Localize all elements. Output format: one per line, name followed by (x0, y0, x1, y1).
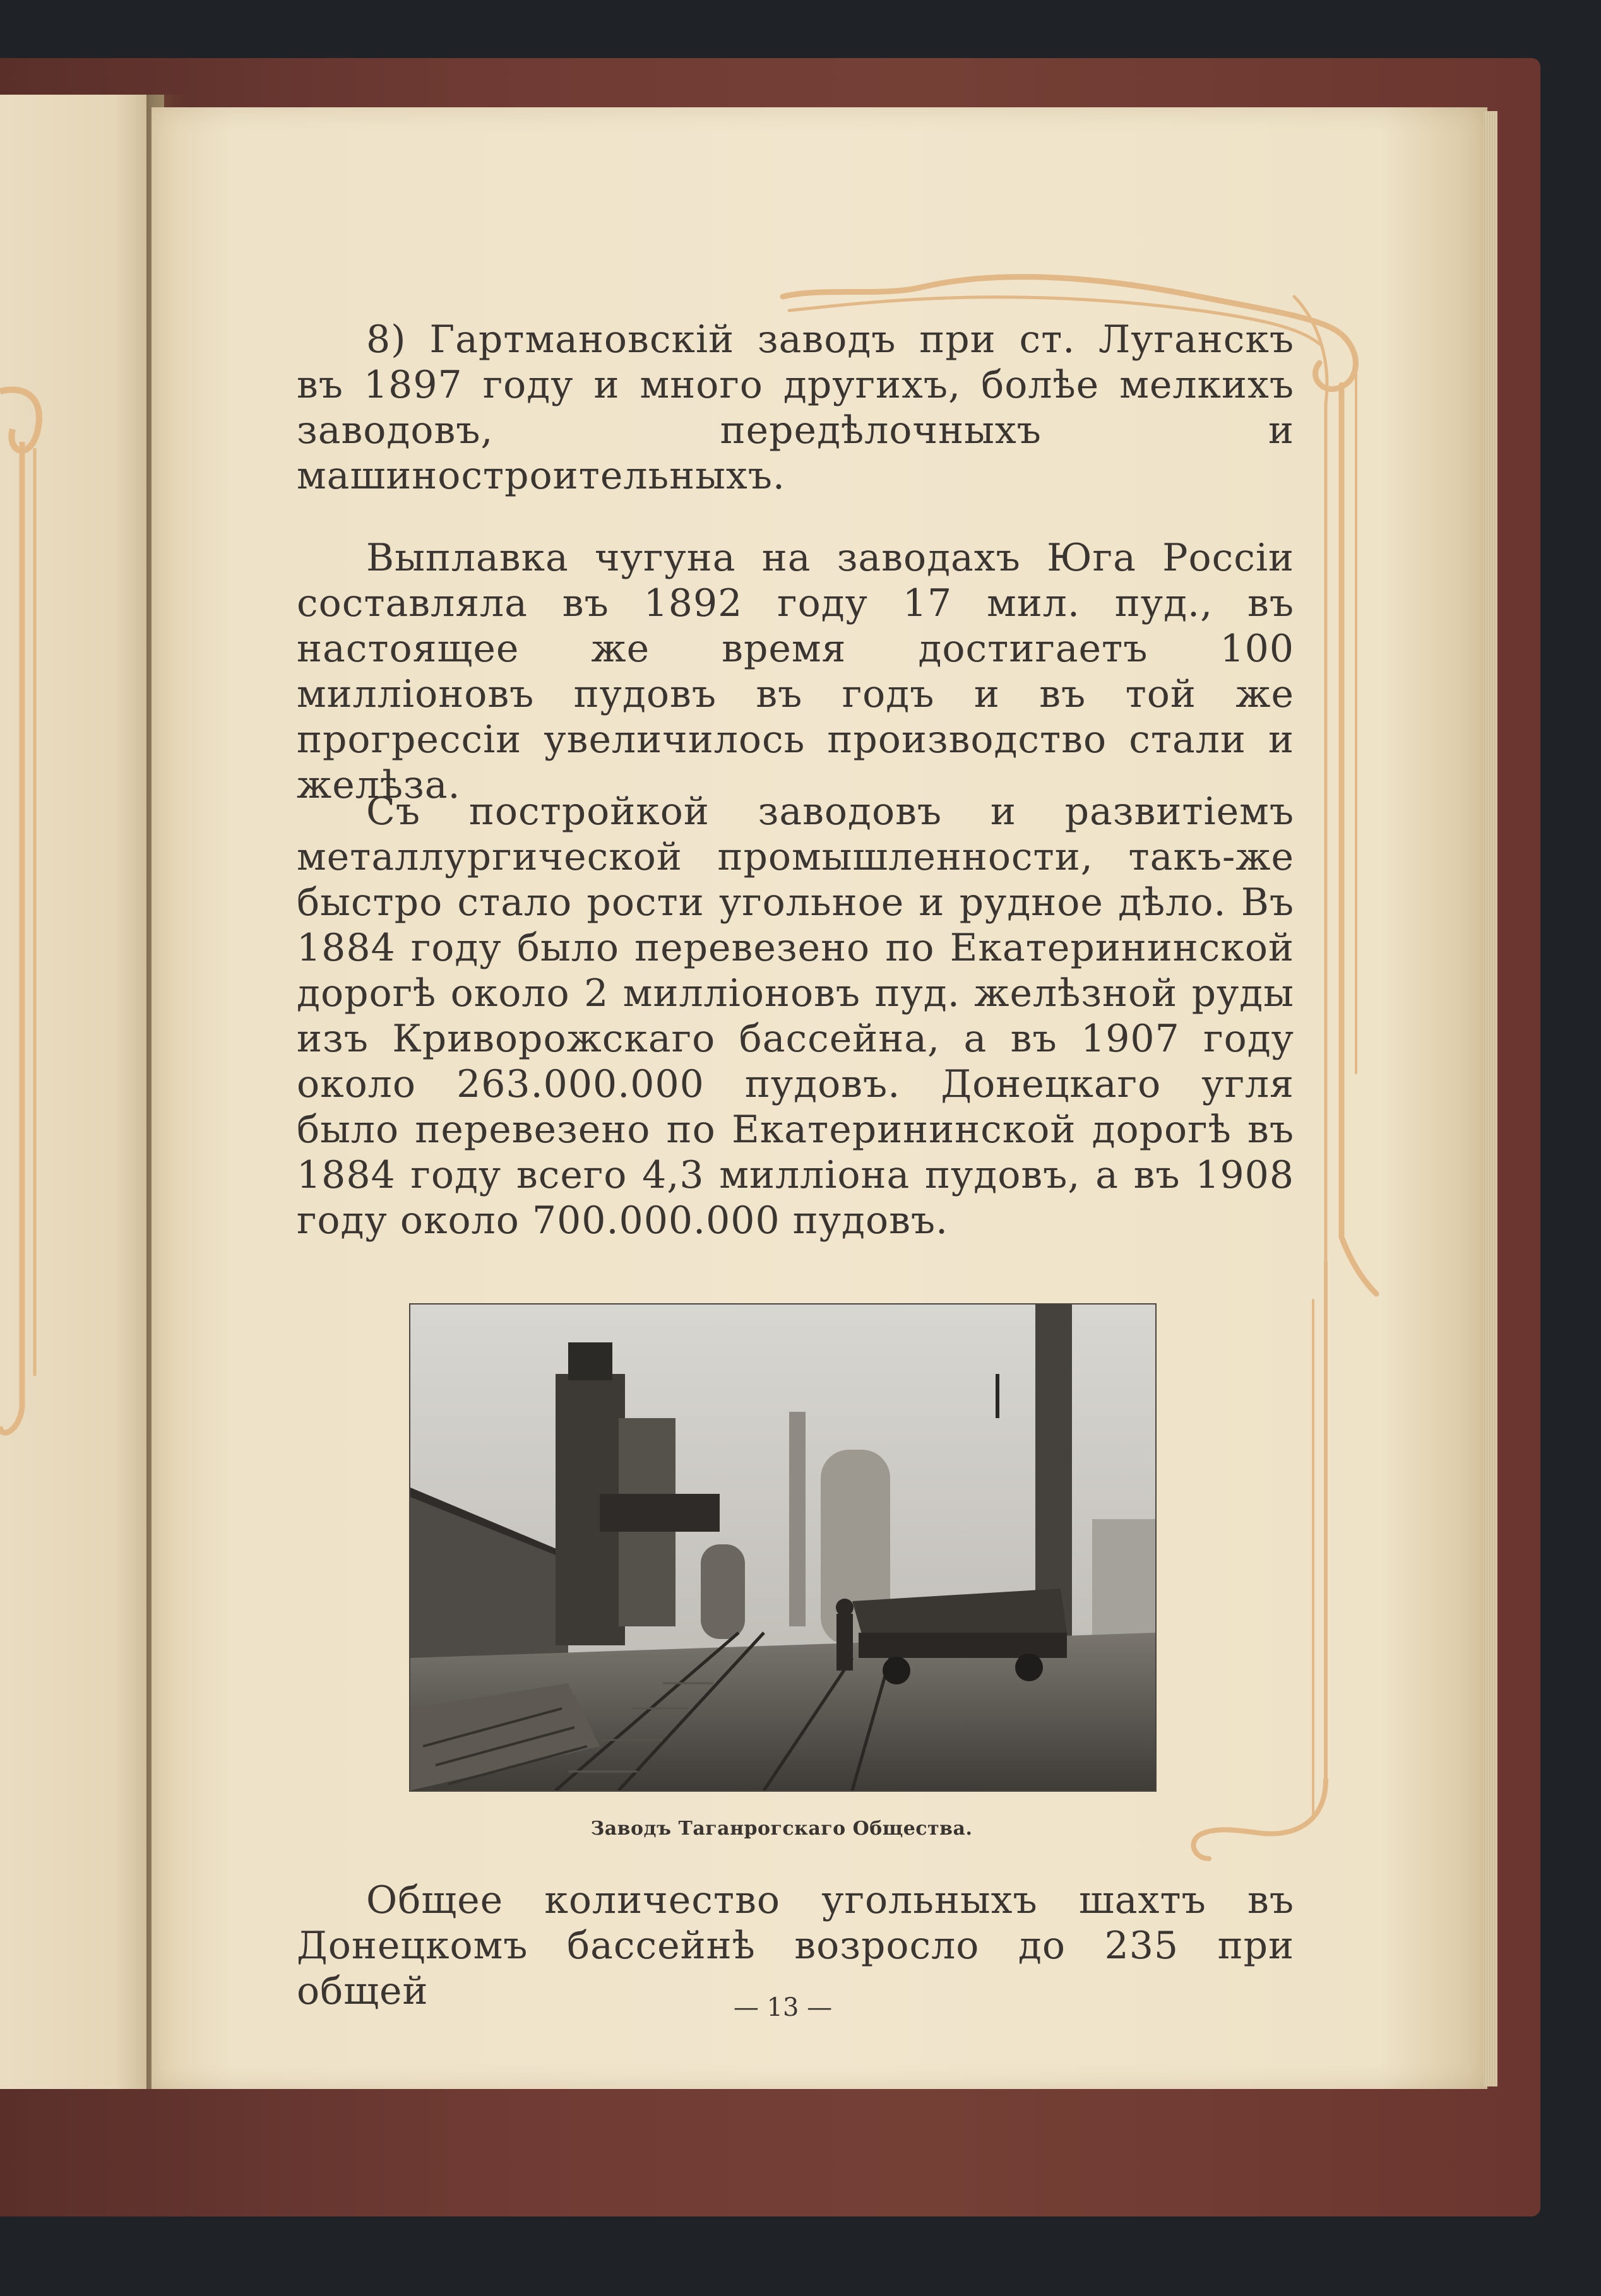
paragraph-4-text: Общее количество угольныхъ шахтъ въ Донецкомъ бассейнѣ возросло до 235 при общей (297, 1878, 1294, 2013)
left-page-ornament (0, 366, 76, 1439)
paragraph-3 (297, 789, 1294, 1243)
factory-photo-illustration (410, 1305, 1155, 1790)
page-edges (1484, 111, 1497, 2086)
photo-caption: Заводъ Таганрогскаго Общества. (590, 1818, 973, 1840)
paragraph-2 (297, 535, 1294, 808)
left-page-edge (0, 95, 164, 2089)
paragraph-1 (297, 317, 1294, 499)
paragraph-2-text: Выплавка чугуна на заводахъ Юга Россіи составляла въ 1892 году 17 мил. пуд., въ настоящее же время достигаетъ 100 милліоновъ пудовъ въ годъ и въ той же прогрессіи увеличилось производство стали и желѣза. (297, 536, 1294, 807)
paragraph-3-text: Съ постройкой заводовъ и развитіемъ металлургической промышленности, такъ-же быстро стало рости угольное и рудное дѣло. Въ 1884 году было перевезено по Екатерининской дорогѣ около 2 милліоновъ пуд. желѣзной руды изъ Криворожскаго бассейна, а въ 1907 году около 263.000.000 пудовъ. Донецкаго угля было перевезено по Екатерининской дорогѣ въ 1884 году всего 4,3 милліона пудовъ, а въ 1908 году около 700.000.000 пудовъ. (297, 790, 1294, 1243)
page-number: — 13 — (733, 1993, 833, 2022)
paragraph-1-text: 8) Гартмановскій заводъ при ст. Луганскъ въ 1897 году и много другихъ, болѣе мелкихъ заводовъ, передѣлочныхъ и машиностроительныхъ. (297, 317, 1294, 498)
factory-photograph (409, 1303, 1157, 1792)
